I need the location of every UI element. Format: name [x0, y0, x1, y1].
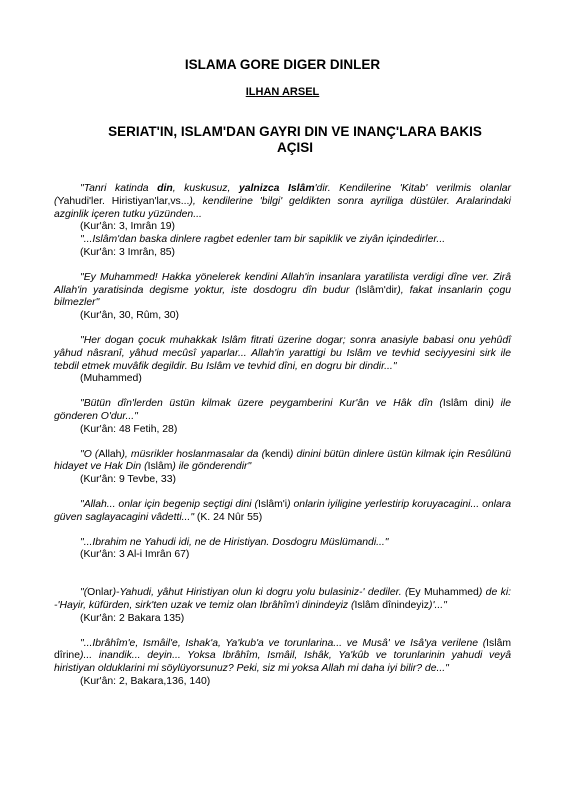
quote-aside: Islâm dini [442, 398, 491, 410]
quote-paragraph [54, 183, 511, 221]
quote-text: "( [80, 587, 88, 599]
quote-aside: Islâm dîrine [54, 637, 511, 662]
section-heading-line1: SERIAT'IN, ISLAM'DAN GAYRI DIN VE INANÇ'LARA BAKIS [108, 124, 482, 139]
quote-citation: (Kur'ân: 48 Fetih, 28) [80, 423, 178, 435]
quote-text: ) dinini bütün dinlere üstün kilmak için Resûlünü hidayet ve Hak Din ( [54, 448, 511, 473]
quote-text: ) ile gönderendir" [172, 461, 252, 473]
quote-text: )... inandik... deyin... Yoksa Ibrâhîm, Ismâil, Ishâk, Ya'kûb ve torunlarinin yahudi veyâ hiristiyan olduklarini mi söylüyorsunuz? Peki, siz mi yoksa Allah mi daha iyi bilir? de..." [54, 650, 511, 675]
quote-aside: Ey Muhammed [408, 587, 479, 599]
quote-text: , kuskusuz, [172, 183, 239, 194]
quote-emphasis: yalnizca Islâm [238, 183, 315, 194]
quote-paragraph [54, 499, 511, 525]
document-body [54, 183, 511, 689]
document-author: ILHAN ARSEL [245, 86, 320, 98]
quote-paragraph [54, 272, 511, 310]
quote-paragraph: "Her dogan çocuk muhakkak Islâm fitrati üzerine dogar; sonra anasiyle babasi onu yehûdî yâhud nâsranî, yâhud mecûsî yaparlar... Allah'in yarattigi bu Islâm ve tevhid seciyyesini sirk ile tebdil etmek muvâfik degildir. Bu Islâm ve tevhid dîni, en dogru bir dindir..." [54, 334, 511, 372]
quote-text: ), kendilerine 'bilgi' geldikten sonra ayriliga düstüler. Aralarindaki azginlik içeren tutku yüzünden... [54, 195, 511, 220]
quote-aside: kendi [265, 448, 290, 460]
quote-aside: Islâm [147, 461, 173, 473]
quote-aside: Onlar [87, 587, 113, 599]
quote-text: "Ey Muhammed! Hakka yönelerek kendini Allah'in insanlara yaratilista verdigi dîne ver. Zirâ Allah'in yaratisinda degisme yoktur, iste dosdogru dîn budur ( [54, 271, 511, 296]
quote-text: )-Yahudi, yâhut Hiristiyan olun ki dogru yolu bulasiniz-' dediler. ( [112, 587, 409, 599]
quote-citation: (Kur'ân: 9 Tevbe, 33) [80, 474, 176, 486]
quote-citation: (Kur'ân: 2 Bakara 135) [80, 612, 185, 624]
quote-text: "Tanri katinda [80, 183, 158, 194]
quote-citation: (Kur'ân: 2, Bakara,136, 140) [80, 675, 211, 687]
quote-paragraph [54, 638, 511, 676]
quote-text: "...Ibrâhîm'e, Ismâil'e, Ishak'a, Ya'kub'a ve torunlarina... ve Musâ' ve Isâ'ya verilene ( [80, 637, 487, 649]
quote-text: 'dir. Kendilerine 'Kitab' verilmis olanlar ( [54, 183, 511, 207]
quote-text: ) onlarin iyiligine yerlestirip koruyacagini... onlara güven saglayacagini vâdetti..." [54, 498, 511, 523]
section-heading [80, 124, 510, 156]
quote-text: )'..." [429, 599, 447, 611]
quote-aside: Islâm dînindeyiz [354, 599, 429, 611]
quote-text: ), müsrikler hoslanmasalar da ( [121, 448, 266, 460]
quote-aside: Islâm'i [257, 498, 288, 510]
quote-citation-inline: (K. 24 Nûr 55) [194, 511, 263, 523]
quote-citation: (Kur'ân, 30, Rûm, 30) [80, 310, 180, 322]
quote-paragraph [54, 587, 511, 613]
quote-citation: (Kur'ân: 3, Imrân 19) [80, 221, 175, 233]
quote-aside: Islâm'dir [358, 284, 398, 296]
quote-text: ), fakat insanlarin çogu bilmezler" [54, 284, 511, 309]
quote-paragraph [54, 449, 511, 475]
quote-text: "Bütün dîn'lerden üstün kilmak üzere peygamberini Kur'ân ve Hâk dîn ( [80, 398, 443, 410]
quote-text: "O ( [80, 448, 99, 460]
section-heading-line2: AÇISI [276, 140, 313, 155]
quote-text: ) de ki: -'Hayir, küfürden, sirk'ten uzak ve temiz olan Ibrâhîm'i dinindeyiz ( [54, 587, 512, 611]
quote-text: ) ile gönderen O'dur..." [54, 398, 511, 422]
quote-aside: Yahudi'ler. Hiristiyan'lar,vs... [57, 195, 190, 207]
quote-paragraph [54, 398, 511, 424]
quote-aside: Allah [98, 448, 122, 460]
quote-citation: (Muhammed) [80, 373, 142, 385]
quote-citation: (Kur'ân: 3 Al-i Imrân 67) [80, 549, 190, 561]
quote-text: "Allah... onlar için begenip seçtigi dini ( [80, 498, 258, 510]
quote-paragraph: "...Ibrahim ne Yahudi idi, ne de Hiristiyan. Dosdogru Müslümandi..." [80, 536, 389, 548]
quote-emphasis: din [157, 183, 173, 194]
quote-citation: (Kur'ân: 3 Imrân, 85) [80, 246, 175, 258]
document-title: ISLAMA GORE DIGER DINLER [184, 57, 381, 72]
quote-paragraph: "...Islâm'dan baska dinlere ragbet edenler tam bir sapiklik ve ziyân içindedirler... [80, 234, 446, 246]
